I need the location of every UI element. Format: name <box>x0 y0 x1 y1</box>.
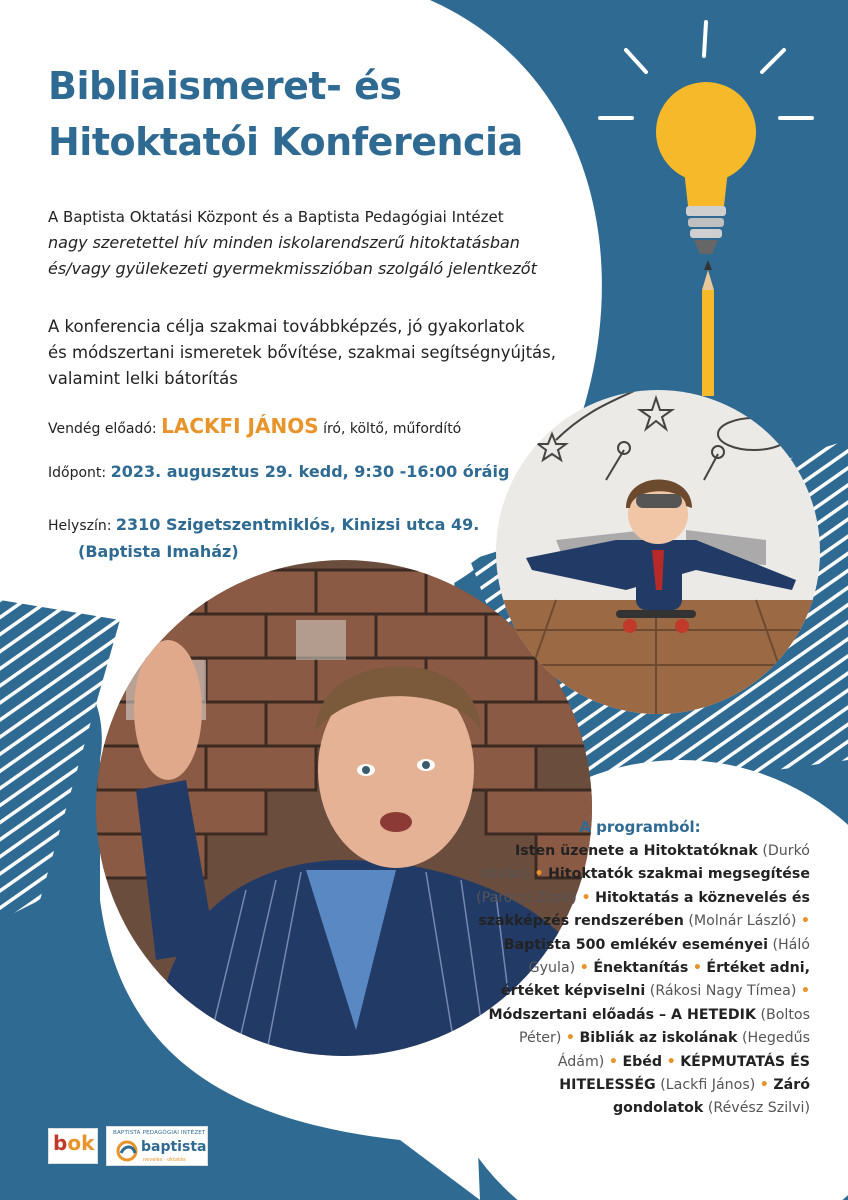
baptista-pedagogical-logo <box>106 1126 208 1166</box>
program-separator: • <box>534 866 544 883</box>
program-item-presenter: (Háló Gyula) <box>528 936 810 977</box>
program-separator: • <box>800 983 810 1000</box>
date-label: Időpont: <box>48 465 107 481</box>
program-item-topic: Hitoktatás a köznevelés és szakképzés rendszerében <box>478 889 810 930</box>
program-item-topic: Ebéd <box>622 1053 663 1070</box>
bp-logo-main: baptista <box>141 1139 207 1155</box>
goal-line-3: valamint lelki bátorítás <box>48 369 238 388</box>
date-value: 2023. augusztus 29. kedd, 9:30 -16:00 óráig <box>110 462 510 481</box>
program-title: A programból: <box>579 818 701 836</box>
bok-logo-b: b <box>53 1131 68 1155</box>
program-item-presenter: (Molnár László) <box>688 913 797 930</box>
speaker-label: Vendég előadó: <box>48 421 157 437</box>
program-item-topic: Hitoktatók szakmai megsegítése <box>548 866 810 883</box>
program-separator: • <box>608 1053 618 1070</box>
program-item-presenter: (Révész Szilvi) <box>707 1100 810 1117</box>
program-item-topic: Módszertani előadás – A HETEDIK <box>488 1006 756 1023</box>
place-info <box>48 512 479 565</box>
program-separator: • <box>692 960 702 977</box>
child-pilot-photo <box>496 390 820 714</box>
place-address: 2310 Szigetszentmiklós, Kinizsi utca 49. <box>115 515 480 534</box>
program-separator: • <box>666 1053 676 1070</box>
organizers: A Baptista Oktatási Központ és a Baptista Pedagógiai Intézet <box>48 208 504 226</box>
program-item-topic: Bibliák az iskolának <box>579 1030 738 1047</box>
place-label: Helyszín: <box>48 518 112 534</box>
bok-logo-ok: ok <box>67 1131 95 1155</box>
program-separator: • <box>565 1030 575 1047</box>
invitation-line-1: nagy szeretettel hív minden iskolarendszerű hitoktatásban <box>48 233 520 252</box>
speaker-info <box>48 414 461 438</box>
speaker-name: LACKFI JÁNOS <box>161 414 319 438</box>
program-section <box>470 818 810 1121</box>
bok-logo <box>48 1128 98 1164</box>
program-item-presenter: (Rákosi Nagy Tímea) <box>649 983 797 1000</box>
program-item-topic: Énektanítás <box>593 960 689 977</box>
title-line-1: Bibliaismeret- és <box>48 64 402 108</box>
program-separator: • <box>581 889 591 906</box>
program-item-presenter: (Paróczi Zsolt) <box>476 889 577 906</box>
program-item-topic: Értéket adni, értéket képviselni <box>501 960 810 1000</box>
bp-logo-small: BAPTISTA PEDAGÓGIAI INTÉZET <box>113 1130 206 1136</box>
program-item-topic: KÉPMUTATÁS ÉS HITELESSÉG <box>559 1053 810 1094</box>
goal-line-1: A konferencia célja szakmai továbbképzés, jó gyakorlatok <box>48 317 525 336</box>
bp-logo-sub: nevelés · oktatás <box>143 1157 186 1163</box>
program-separator: • <box>800 913 810 930</box>
date-info <box>48 462 509 481</box>
program-list <box>470 840 810 1121</box>
program-item-presenter: (Boltos Péter) <box>518 1006 810 1047</box>
program-item-presenter: (Lackfi János) <box>660 1077 756 1094</box>
page-title <box>48 58 608 170</box>
invitation-text <box>48 204 588 282</box>
bok-logo-text <box>53 1131 94 1155</box>
baptista-swirl-icon <box>115 1139 139 1163</box>
invitation-line-2: és/vagy gyülekezeti gyermekmisszióban szolgáló jelentkezőt <box>48 259 537 278</box>
program-item-topic: Záró gondolatok <box>613 1077 810 1117</box>
goal-line-2: és módszertani ismeretek bővítése, szakmai segítségnyújtás, <box>48 343 556 362</box>
program-item-presenter: (Durkó István) <box>481 843 810 883</box>
title-line-2: Hitoktatói Konferencia <box>48 120 523 164</box>
program-separator: • <box>579 960 589 977</box>
program-item-topic: Baptista 500 emlékév eseményei <box>503 936 768 953</box>
conference-goal <box>48 314 588 392</box>
program-item-presenter: (Hegedűs Ádám) <box>557 1030 810 1070</box>
program-item-topic: Isten üzenete a Hitoktatóknak <box>514 843 758 859</box>
place-venue: (Baptista Imaház) <box>78 542 239 561</box>
program-separator: • <box>759 1077 769 1094</box>
speaker-role: író, költő, műfordító <box>323 421 462 437</box>
